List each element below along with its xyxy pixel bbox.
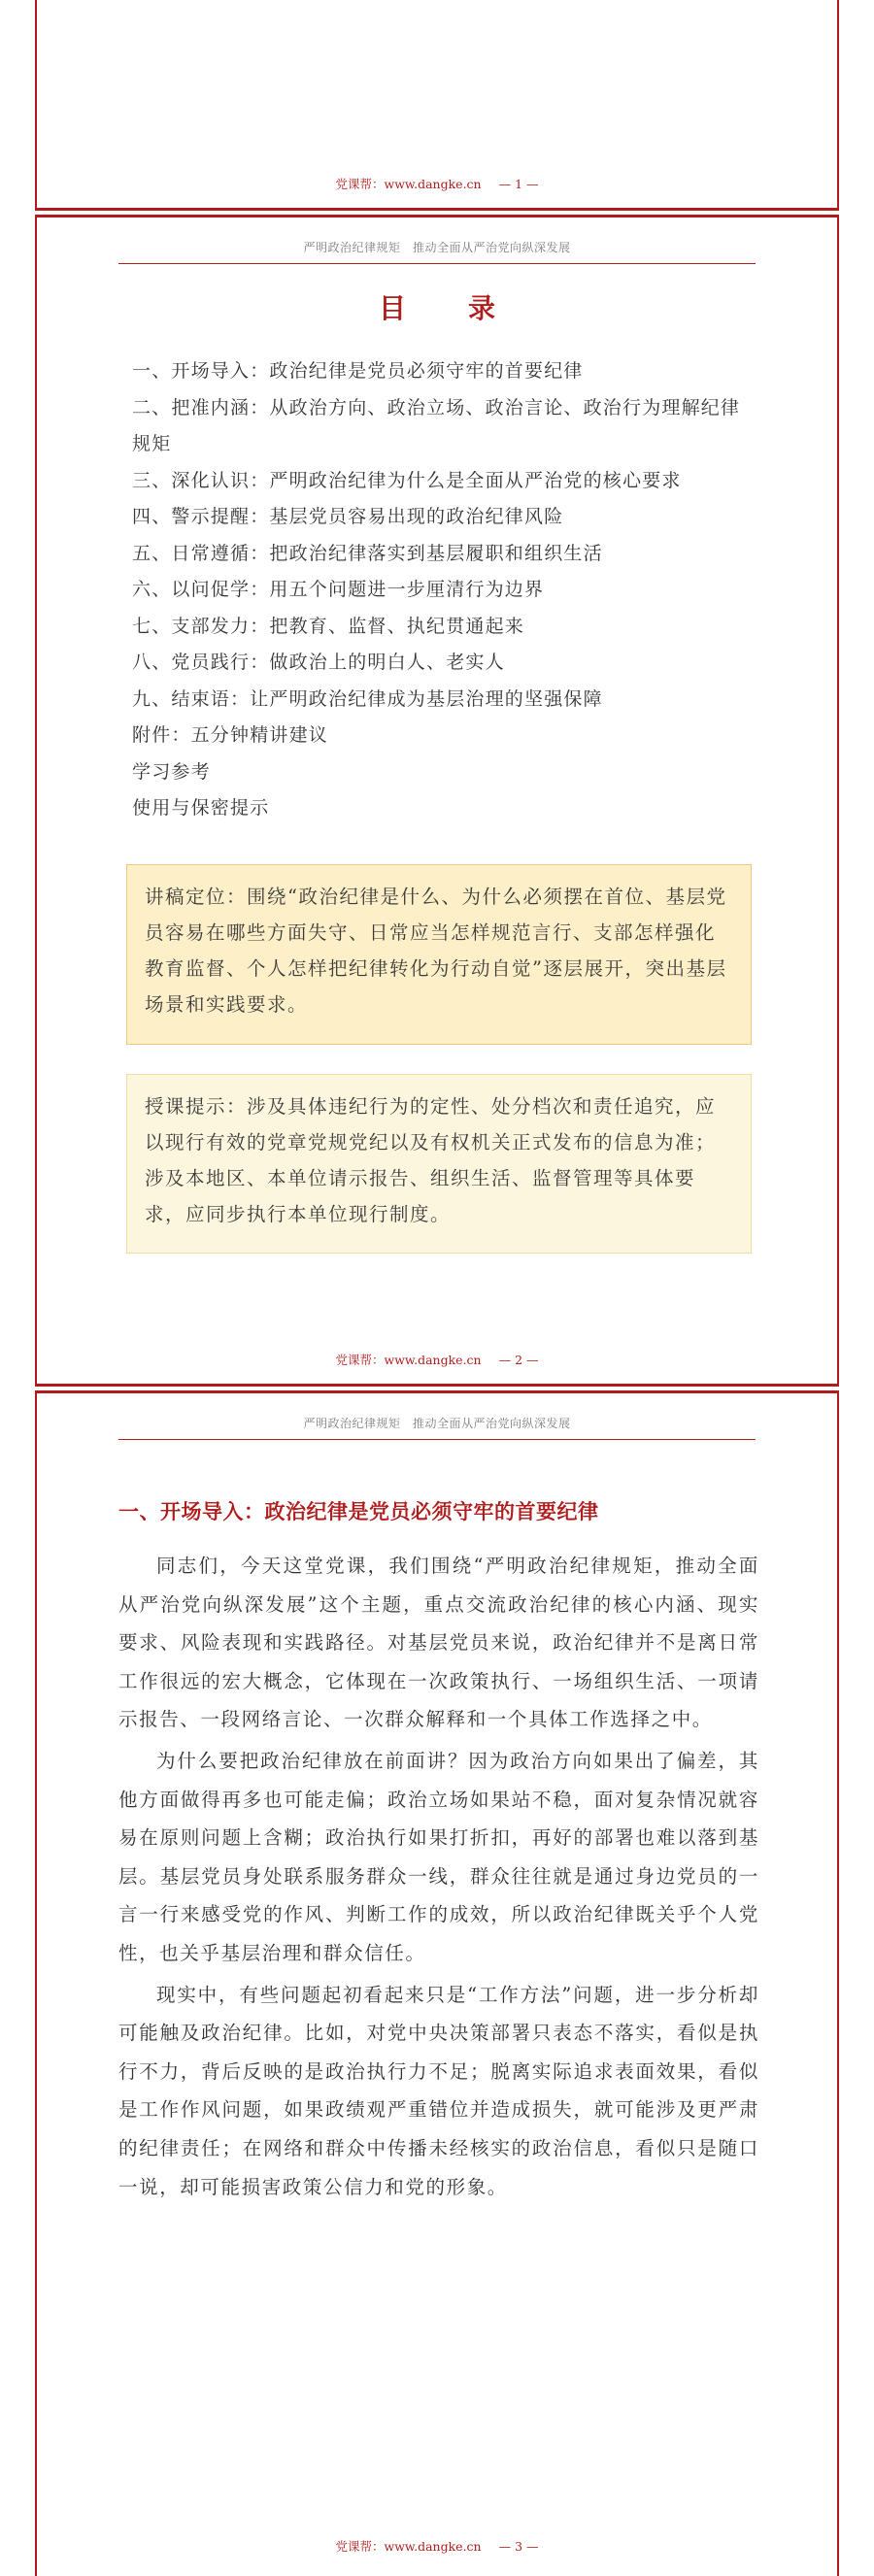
page-number: — 2 — bbox=[498, 1353, 539, 1367]
body-paragraph: 现实中，有些问题起初看起来只是“工作方法”问题，进一步分析却可能触及政治纪律。比如，对党中央决策部署只表态不落实，看似是执行不力，背后反映的是政治执行力不足；脱离实际追求表面效果，看似是工作作风问题，如果政绩观严重错位并造成损失，就可能涉及更严肃的纪律责任；在网络和群众中传播未经核实的政治信息，看似只是随口一说，却可能损害政策公信力和党的形象。 bbox=[118, 1983, 759, 2198]
page-number: — 3 — bbox=[498, 2539, 539, 2554]
positioning-note-box: 讲稿定位：围绕“政治纪律是什么、为什么必须摆在首位、基层党员容易在哪些方面失守、日常应当怎样规范言行、支部怎样强化教育监督、个人怎样把纪律转化为行动自觉”逐层展开，突出基层场景和实践要求。 bbox=[126, 864, 752, 1045]
toc-item[interactable]: 五、日常遵循：把政治纪律落实到基层履职和组织生活 bbox=[132, 542, 603, 564]
page-number: — 1 — bbox=[498, 177, 539, 191]
toc-item[interactable]: 四、警示提醒：基层党员容易出现的政治纪律风险 bbox=[132, 506, 564, 527]
running-header: 严明政治纪律规矩 推动全面从严治党向纵深发展 bbox=[118, 1415, 756, 1440]
section-body bbox=[118, 1547, 759, 2209]
footer-site: 党课帮：www.dangke.cn bbox=[335, 2539, 482, 2554]
toc-item[interactable]: 八、党员践行：做政治上的明白人、老实人 bbox=[132, 652, 505, 673]
page-1 bbox=[35, 0, 839, 211]
body-paragraph: 同志们，今天这堂党课，我们围绕“严明政治纪律规矩，推动全面从严治党向纵深发展”这个主题，重点交流政治纪律的核心内涵、现实要求、风险表现和实践路径。对基层党员来说，政治纪律并不是离日常工作很远的宏大概念，它体现在一次政策执行、一场组织生活、一项请示报告、一段网络言论、一次群众解释和一个具体工作选择之中。 bbox=[118, 1555, 759, 1731]
toc-title: 目 录 bbox=[378, 292, 513, 324]
page-footer bbox=[37, 175, 837, 192]
teaching-tip-box: 授课提示：涉及具体违纪行为的定性、处分档次和责任追究，应以现行有效的党章党规党纪以及有权机关正式发布的信息为准；涉及本地区、本单位请示报告、组织生活、监督管理等具体要求，应同步执行本单位现行制度。 bbox=[126, 1074, 752, 1254]
toc-item[interactable]: 六、以问促学：用五个问题进一步厘清行为边界 bbox=[132, 579, 545, 600]
toc-item[interactable]: 九、结束语：让严明政治纪律成为基层治理的坚强保障 bbox=[132, 687, 603, 710]
toc-item[interactable]: 一、开场导入：政治纪律是党员必须守牢的首要纪律 bbox=[132, 360, 584, 382]
page-2 bbox=[35, 215, 839, 1387]
toc-item[interactable]: 三、深化认识：严明政治纪律为什么是全面从严治党的核心要求 bbox=[132, 469, 682, 491]
toc-item[interactable]: 二、把准内涵：从政治方向、政治立场、政治言论、政治行为理解纪律规矩 bbox=[132, 396, 741, 454]
page-3 bbox=[35, 1390, 839, 2576]
footer-site: 党课帮：www.dangke.cn bbox=[335, 1353, 482, 1367]
toc-item[interactable]: 七、支部发力：把教育、监督、执纪贯通起来 bbox=[132, 615, 525, 637]
toc-item[interactable]: 使用与保密提示 bbox=[132, 797, 270, 819]
toc-item[interactable]: 附件：五分钟精讲建议 bbox=[132, 724, 329, 746]
toc-list bbox=[132, 353, 754, 827]
page-footer bbox=[37, 1351, 837, 1368]
footer-site: 党课帮：www.dangke.cn bbox=[335, 177, 482, 191]
toc-item[interactable]: 学习参考 bbox=[132, 760, 211, 783]
section-heading: 一、开场导入：政治纪律是党员必须守牢的首要纪律 bbox=[118, 1500, 599, 1523]
running-header: 严明政治纪律规矩 推动全面从严治党向纵深发展 bbox=[118, 239, 756, 264]
page-footer bbox=[37, 2537, 837, 2555]
body-paragraph: 为什么要把政治纪律放在前面讲？因为政治方向如果出了偏差，其他方面做得再多也可能走偏；政治立场如果站不稳，面对复杂情况就容易在原则问题上含糊；政治执行如果打折扣，再好的部署也难以落到基层。基层党员身处联系服务群众一线，群众往往就是通过身边党员的一言一行来感受党的作风、判断工作的成效，所以政治纪律既关乎个人党性，也关乎基层治理和群众信任。 bbox=[118, 1749, 759, 1964]
